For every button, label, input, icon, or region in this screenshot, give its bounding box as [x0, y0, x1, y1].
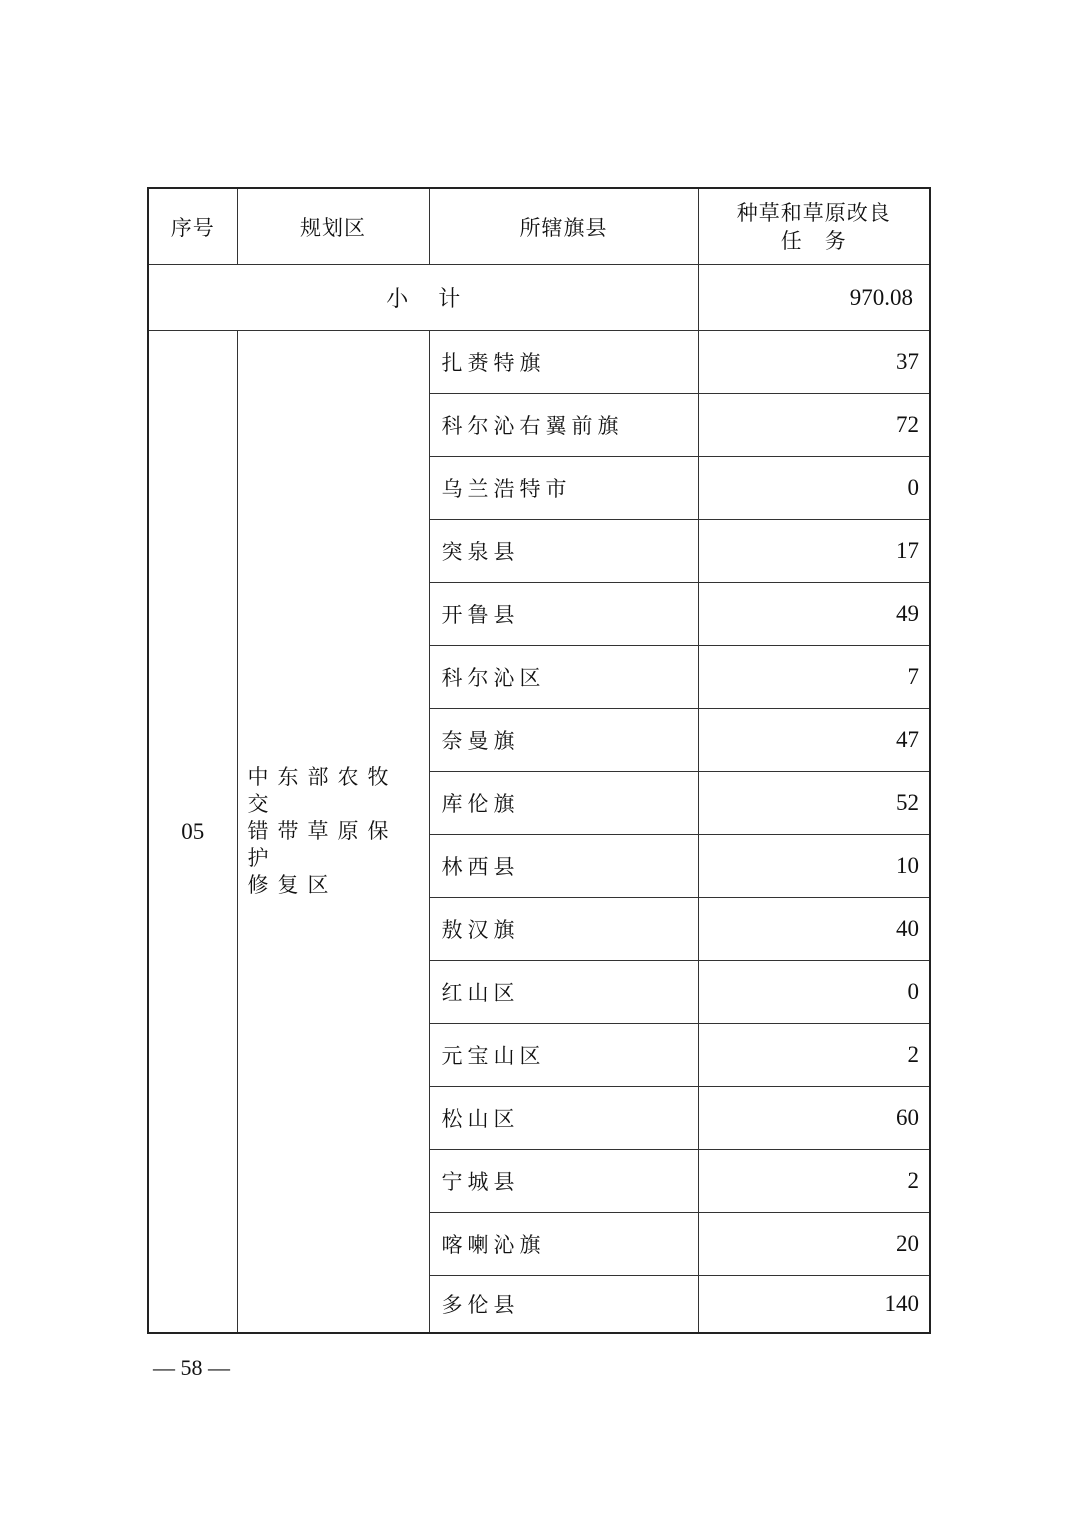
region-line: 修复区 [247, 873, 338, 897]
header-task [698, 188, 930, 265]
county-name: 奈曼旗 [429, 709, 698, 772]
task-value: 17 [698, 520, 930, 583]
county-name: 库伦旗 [429, 772, 698, 835]
header-county: 所辖旗县 [429, 188, 698, 265]
county-name: 敖汉旗 [429, 898, 698, 961]
region-line: 错带草原保护 [247, 819, 398, 870]
task-value: 7 [698, 646, 930, 709]
task-value: 47 [698, 709, 930, 772]
county-name: 科尔沁区 [429, 646, 698, 709]
task-value: 20 [698, 1213, 930, 1276]
task-value: 49 [698, 583, 930, 646]
county-name: 松山区 [429, 1087, 698, 1150]
county-name: 宁城县 [429, 1150, 698, 1213]
county-name: 红山区 [429, 961, 698, 1024]
region-line: 中东部农牧交 [247, 765, 398, 816]
table-row [148, 331, 930, 394]
task-value: 72 [698, 394, 930, 457]
county-name: 元宝山区 [429, 1024, 698, 1087]
task-value: 52 [698, 772, 930, 835]
header-task-line1: 种草和草原改良 [736, 200, 891, 225]
county-name: 扎赉特旗 [429, 331, 698, 394]
county-name: 喀喇沁旗 [429, 1213, 698, 1276]
task-table [147, 187, 931, 1334]
task-value: 140 [698, 1276, 930, 1334]
group-seq: 05 [148, 331, 237, 1334]
task-value: 60 [698, 1087, 930, 1150]
county-name: 突泉县 [429, 520, 698, 583]
county-name: 林西县 [429, 835, 698, 898]
task-value: 0 [698, 457, 930, 520]
group-region [237, 331, 429, 1334]
task-value: 40 [698, 898, 930, 961]
header-region: 规划区 [237, 188, 429, 265]
subtotal-value: 970.08 [698, 265, 930, 331]
task-value: 37 [698, 331, 930, 394]
task-value: 10 [698, 835, 930, 898]
header-task-line2: 任 务 [780, 228, 847, 253]
county-name: 多伦县 [429, 1276, 698, 1334]
subtotal-label: 小计 [148, 265, 698, 331]
task-value: 2 [698, 1150, 930, 1213]
county-name: 开鲁县 [429, 583, 698, 646]
header-seq: 序号 [148, 188, 237, 265]
task-value: 2 [698, 1024, 930, 1087]
subtotal-row [148, 265, 930, 331]
county-name: 乌兰浩特市 [429, 457, 698, 520]
page-number: — 58 — [153, 1355, 230, 1380]
header-row [148, 188, 930, 265]
county-name: 科尔沁右翼前旗 [429, 394, 698, 457]
task-value: 0 [698, 961, 930, 1024]
